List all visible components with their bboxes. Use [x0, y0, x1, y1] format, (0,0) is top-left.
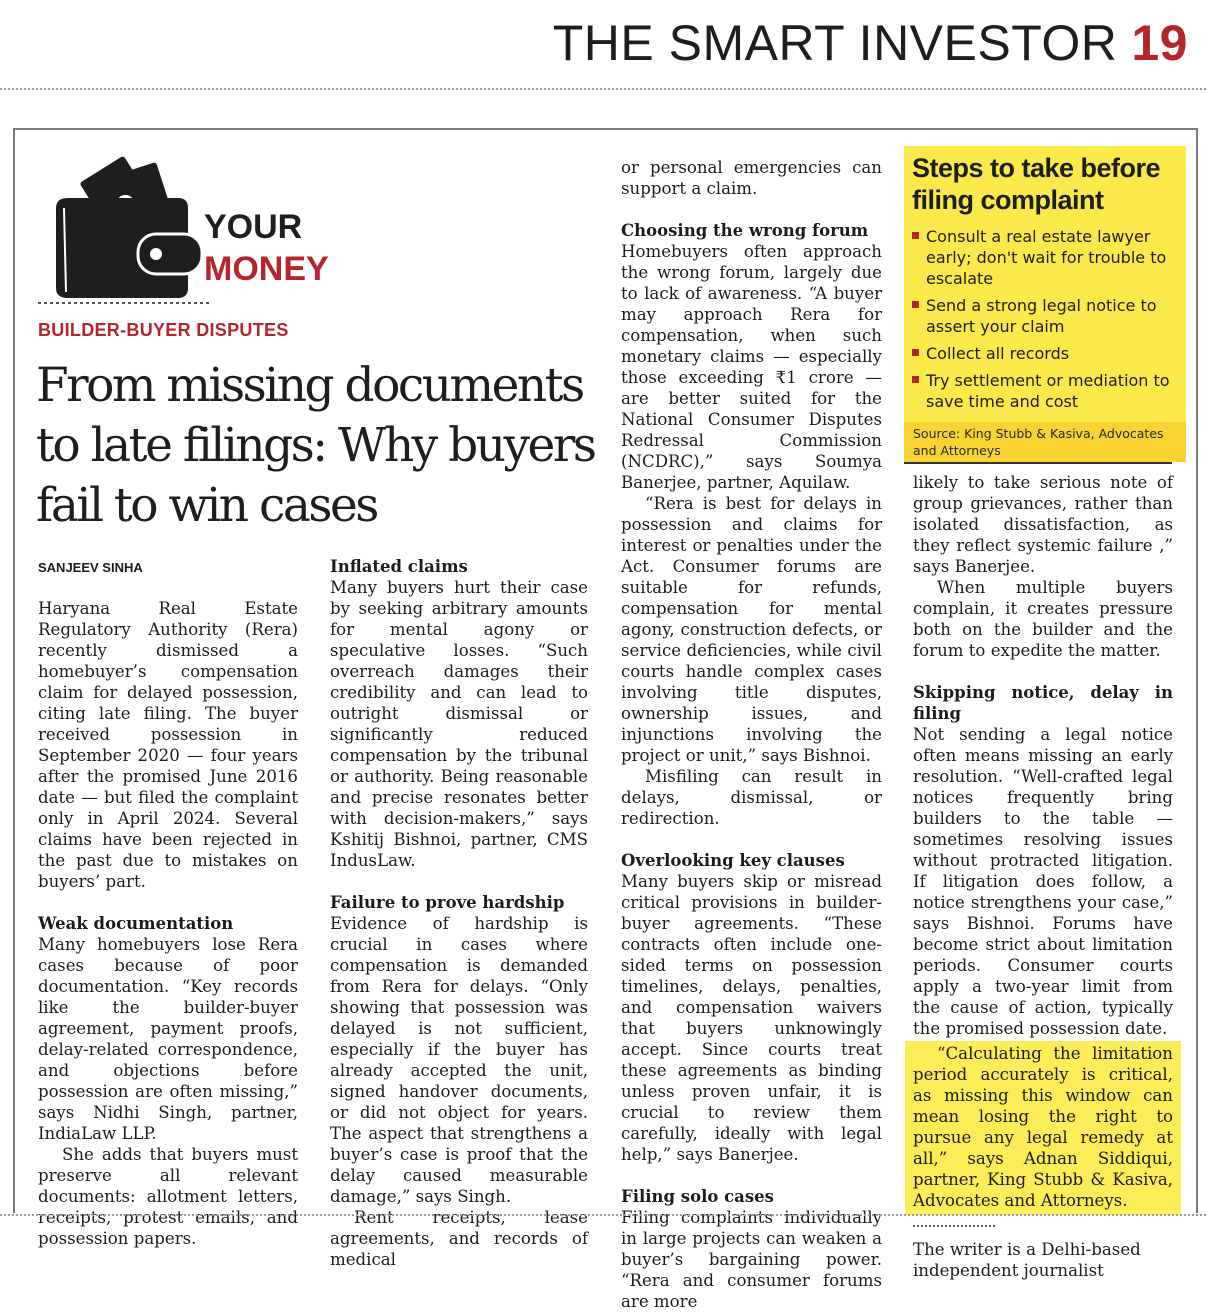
section-kicker: BUILDER-BUYER DISPUTES	[38, 320, 289, 340]
subheading-weak-documentation: Weak documentation	[38, 914, 234, 933]
steps-sidebar	[904, 146, 1186, 462]
paragraph: Homebuyers often approach the wrong forum, largely due to lack of awareness. “A buyer may approach Rera for compensation, when such monetary claims — especially those exceeding ₹1 crore — are better suited for the National Consumer Disputes Redressal Commission (NCDRC),” says Soumya Banerjee, partner, Aquilaw.	[621, 242, 882, 492]
paragraph: likely to take serious note of group grievances, rather than isolated dissatisfaction, as they reflect systemic failure ,” says Banerjee.	[913, 473, 1173, 576]
list-item-label: Collect all records	[926, 344, 1070, 363]
bullet-icon	[912, 376, 919, 383]
list-item	[912, 343, 1177, 364]
paragraph: Filing complaints individually in large projects can weaken a buyer’s bargaining power. “Rera and consumer forums are more	[621, 1208, 882, 1311]
bullet-icon	[912, 349, 919, 356]
column-2	[330, 556, 588, 1270]
masthead	[553, 14, 1188, 72]
paragraph: Many buyers hurt their case by seeking arbitrary amounts for mental agony or speculative losses. “Such overreach damages their credibility and can lead to outright dismissal or significantly reduced compensation by the tribunal or authority. Being reasonable and precise resonates better with decision-makers,” says Kshitij Bishnoi, partner, CMS IndusLaw.	[330, 578, 588, 870]
logo-line-1: YOUR	[204, 208, 303, 246]
divider	[913, 1225, 995, 1227]
paragraph: Haryana Real Estate Regulatory Authority (Rera) recently dismissed a homebuyer’s compensation claim for delayed possession, citing late filing. The buyer received possession in September 2020 — four years after the promised June 2016 date — but filed the complaint only in April 2024. Several claims have been rejected in the past due to mistakes on buyers’ part.	[38, 599, 298, 891]
paragraph: She adds that buyers must preserve all relevant documents: allotment letters, receipts, protest emails, and possession papers.	[38, 1145, 298, 1248]
subheading-failure-hardship: Failure to prove hardship	[330, 893, 565, 912]
top-divider	[0, 88, 1206, 90]
steps-list	[912, 226, 1177, 412]
paragraph: Rent receipts, lease agreements, and records of medical	[330, 1208, 588, 1269]
paragraph: Many buyers skip or misread critical provisions in builder-buyer agreements. “These contracts often include one-sided terms on possession timelines, delays, penalties, and compensation waivers that buyers unknowingly accept. Since courts treat these agreements as binding unless proven unfair, it is crucial to review them carefully, ideally with legal help,” says Banerjee.	[621, 872, 882, 1164]
sidebar-divider	[904, 462, 1172, 464]
list-item-label: Try settlement or mediation to save time and cost	[926, 371, 1170, 411]
logo-line-2: MONEY	[204, 250, 329, 288]
list-item	[912, 295, 1177, 337]
paragraph: Evidence of hardship is crucial in cases where compensation is demanded from Rera for delays. “Only showing that possession was delayed is not sufficient, especially if the buyer has already accepted the unit, signed handover documents, or did not object for years. The aspect that strengthens a buyer’s case is proof that the delay caused measurable damage,” says Singh.	[330, 914, 588, 1206]
list-item-label: Consult a real estate lawyer early; don't wait for trouble to escalate	[926, 227, 1167, 288]
paragraph: Misfiling can result in delays, dismissal, or redirection.	[621, 767, 882, 828]
subheading-wrong-forum: Choosing the wrong forum	[621, 221, 869, 240]
masthead-title: THE SMART INVESTOR	[552, 15, 1118, 71]
list-item-label: Send a strong legal notice to assert your claim	[926, 296, 1157, 336]
highlighted-quote: “Calculating the limitation period accurately is critical, as missing this window can mean losing the right to pursue any legal remedy at all,” says Adnan Siddiqui, partner, King Stubb & Kasiva, Advocates and Attorneys.	[905, 1041, 1181, 1215]
section-logo	[204, 206, 329, 290]
headline: From missing documents to late filings: Why buyers fail to win cases	[36, 358, 595, 533]
column-4	[913, 472, 1173, 1281]
sidebar-source: Source: King Stubb & Kasiva, Advocates and Attorneys	[904, 422, 1186, 462]
bullet-icon	[912, 301, 919, 308]
subheading-inflated-claims: Inflated claims	[330, 557, 468, 576]
byline: SANJEEV SINHA	[38, 560, 143, 575]
wallet-icon	[38, 150, 210, 308]
column-1	[38, 598, 298, 1249]
subheading-skipping-notice: Skipping notice, delay in filing	[913, 683, 1173, 723]
bottom-divider	[0, 1214, 1206, 1216]
author-tagline: The writer is a Delhi-based independent journalist	[913, 1240, 1141, 1280]
paragraph: “Rera is best for delays in possession and claims for interest or penalties under the Act. Consumer forums are suitable for refunds, compensation for mental agony, construction defects, or service deficiencies, while civil courts handle complex cases involving title disputes, ownership issues, and injunctions involving the project or unit,” says Bishnoi.	[621, 494, 882, 765]
column-3	[621, 157, 882, 1312]
bullet-icon	[912, 232, 919, 239]
list-item	[912, 226, 1177, 289]
paragraph: When multiple buyers complain, it creates pressure both on the builder and the forum to expedite the matter.	[913, 578, 1173, 660]
paragraph: Many homebuyers lose Rera cases because of poor documentation. “Key records like the builder-buyer agreement, payment proofs, delay-related correspondence, and objections before possession are often missing,” says Nidhi Singh, partner, IndiaLaw LLP.	[38, 935, 298, 1143]
subheading-solo-cases: Filing solo cases	[621, 1187, 774, 1206]
paragraph: or personal emergencies can support a claim.	[621, 158, 882, 198]
page-number: 19	[1131, 15, 1188, 71]
subheading-key-clauses: Overlooking key clauses	[621, 851, 845, 870]
sidebar-title: Steps to take before filing complaint	[912, 153, 1161, 215]
list-item	[912, 370, 1177, 412]
paragraph: Not sending a legal notice often means missing an early resolution. “Well-crafted legal notices frequently bring builders to the table — sometimes resolving issues without protracted litigation. If litigation does follow, a notice strengthens your case,” says Bishnoi. Forums have become strict about limitation periods. Consumer courts apply a two-year limit from the cause of action, typically the promised possession date.	[913, 725, 1173, 1038]
